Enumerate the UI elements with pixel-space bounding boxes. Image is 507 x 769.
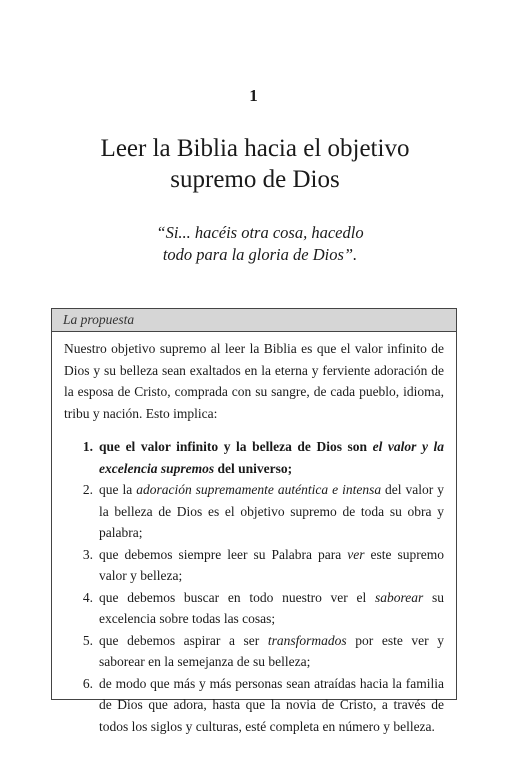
proposal-header: La propuesta — [52, 309, 456, 332]
list-item — [64, 673, 444, 738]
proposal-intro: Nuestro objetivo supremo al leer la Biblia es que el valor infinito de Dios y su belleza sean exaltados en la eterna y ferviente adoración de la esposa de Cristo, comprada con su sangre, de cada pueblo, idioma, tribu y nación. Esto implica: — [64, 341, 444, 421]
list-item-text-part: que debemos aspirar a ser — [99, 632, 268, 648]
list-item — [64, 630, 444, 673]
list-item-number: 6. — [82, 675, 93, 691]
list-item-emphasis: adoración supremamente auténtica e intensa — [136, 482, 382, 497]
list-item-text-part: del universo; — [214, 460, 293, 476]
list-item-text-part: por este ver y saborear en la semejanza de su belleza; — [99, 632, 444, 669]
list-item-number: 5. — [82, 632, 93, 648]
list-item — [64, 436, 444, 479]
list-item-text — [99, 630, 444, 673]
chapter-title-line-2: supremo de Dios — [170, 166, 340, 193]
list-item-text — [99, 587, 444, 630]
list-item-text-part: que el valor infinito y la belleza de Dios son — [99, 439, 373, 454]
list-item-text-part: su excelencia sobre todas las cosas; — [99, 589, 444, 626]
list-item-number: 4. — [82, 589, 93, 605]
list-item-number: 3. — [82, 546, 93, 562]
list-item-text-part: que debemos siempre leer su Palabra para — [99, 546, 348, 562]
list-item-emphasis: saborear — [374, 589, 424, 605]
list-item-text — [99, 544, 444, 587]
list-item-number: 1. — [82, 439, 93, 454]
list-item — [64, 587, 444, 630]
list-item-text — [99, 436, 444, 479]
list-item-emphasis: transformados — [267, 632, 347, 648]
chapter-title — [60, 133, 450, 195]
epigraph-line-1: “Si... hacéis otra cosa, hacedlo — [156, 223, 364, 242]
list-item — [64, 544, 444, 587]
implications-list — [64, 436, 444, 737]
list-item-emphasis: el valor y la excelencia supremos — [99, 439, 444, 476]
chapter-title-line-1: Leer la Biblia hacia el objetivo — [100, 135, 410, 162]
list-item-text-part: del valor y la belleza de Dios es el objetivo supremo de toda su obra y palabra; — [99, 482, 444, 540]
list-item-text-part: que la — [99, 482, 137, 497]
proposal-body — [52, 332, 456, 737]
epigraph-quote — [120, 222, 400, 266]
list-item-emphasis: ver — [347, 546, 365, 562]
list-item-text-part: este supremo valor y belleza; — [99, 546, 444, 583]
list-item — [64, 479, 444, 544]
epigraph-line-2: todo para la gloria de Dios”. — [162, 245, 358, 264]
list-item-text-part: que debemos buscar en todo nuestro ver el — [99, 589, 375, 605]
list-item-text: de modo que más y más personas sean atraídas hacia la familia de Dios que adora, hasta que la novia de Cristo, a través de todos los siglos y culturas, esté completa en número y belleza. — [99, 675, 444, 734]
proposal-box — [51, 308, 457, 734]
list-item-text — [99, 479, 444, 544]
chapter-number: 1 — [249, 86, 258, 105]
list-item-number: 2. — [82, 482, 93, 497]
